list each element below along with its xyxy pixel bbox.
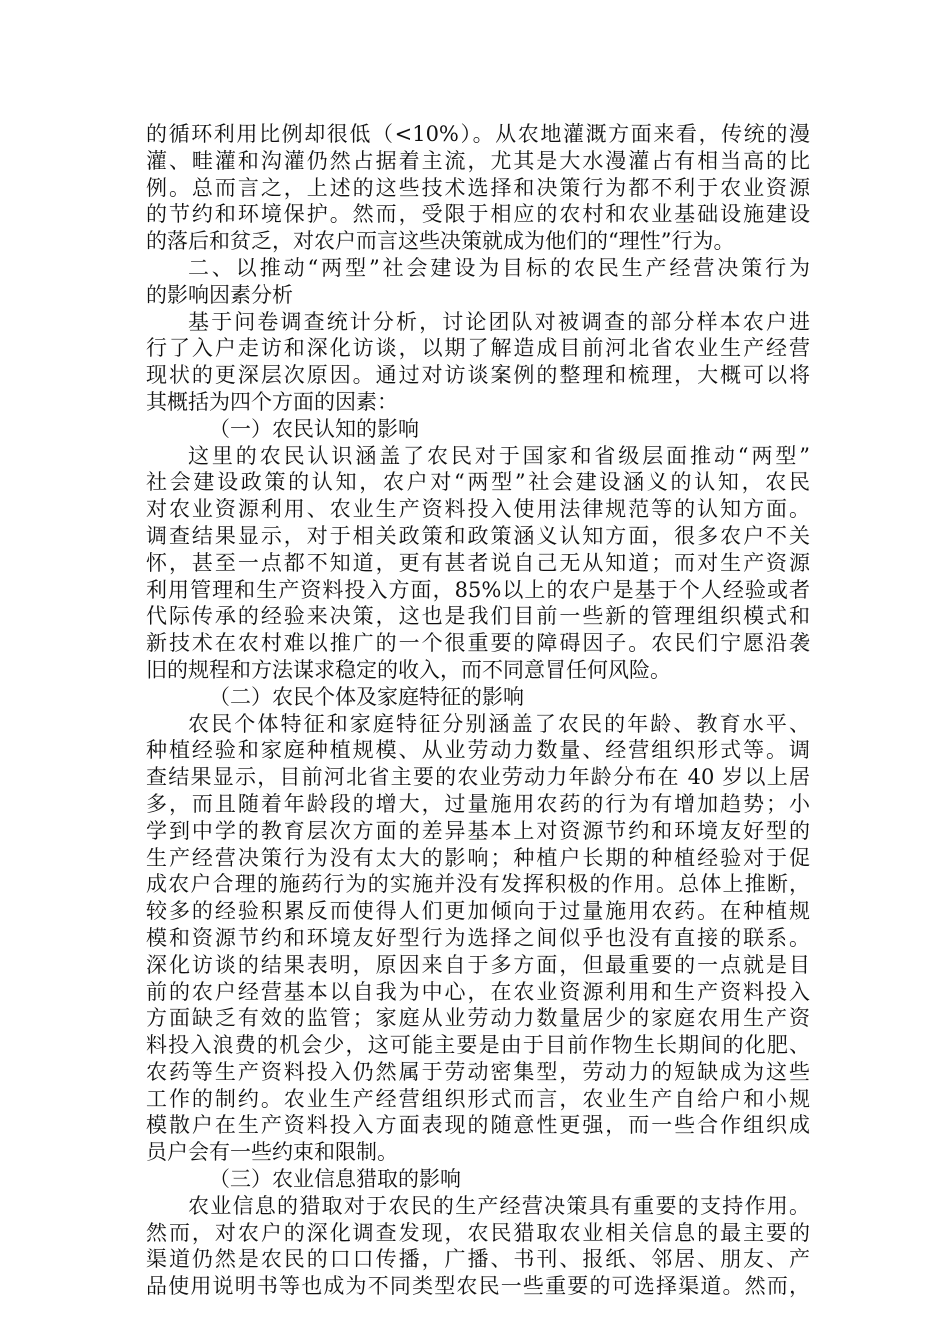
text-line: 深化访谈的结果表明，原因来自于多方面，但最重要的一点就是目 — [146, 952, 810, 977]
text-line: 怀，甚至一点都不知道，更有甚者说自己无从知道；而对生产资源 — [146, 550, 810, 575]
text-line: 二、以推动“两型”社会建设为目标的农民生产经营决策行为 — [188, 255, 810, 280]
text-line: 成农户合理的施药行为的实施并没有发挥积极的作用。总体上推断， — [146, 872, 810, 897]
text-line: 调查结果显示，对于相关政策和政策涵义认知方面，很多农户不关 — [146, 523, 810, 548]
text-line: 查结果显示，目前河北省主要的农业劳动力年龄分布在 40 岁以上居 — [146, 765, 810, 790]
text-line: 农业信息的猎取对于农民的生产经营决策具有重要的支持作用。 — [188, 1193, 810, 1218]
text-line: 员户会有一些约束和限制。 — [146, 1140, 398, 1165]
text-line: 料投入浪费的机会少，这可能主要是由于目前作物生长期间的化肥、 — [146, 1033, 810, 1058]
text-line: 然而，对农户的深化调查发现，农民猎取农业相关信息的最主要的 — [146, 1220, 810, 1245]
text-line: 生产经营决策行为没有太大的影响；种植户长期的种植经验对于促 — [146, 845, 810, 870]
text-line: 社会建设政策的认知，农户对“两型”社会建设涵义的认知，农民 — [146, 470, 810, 495]
text-line: 旧的规程和方法谋求稳定的收入，而不同意冒任何风险。 — [146, 657, 671, 682]
text-line: 农民个体特征和家庭特征分别涵盖了农民的年龄、教育水平、 — [188, 711, 810, 736]
text-line: 的落后和贫乏，对农户而言这些决策就成为他们的“理性”行为。 — [146, 229, 735, 254]
text-line: 基于问卷调查统计分析，讨论团队对被调查的部分样本农户进 — [188, 309, 810, 334]
text-line: 较多的经验积累反而使得人们更加倾向于过量施用农药。在种植规 — [146, 899, 810, 924]
text-line: 农药等生产资料投入仍然属于劳动密集型，劳动力的短缺成为这些 — [146, 1059, 810, 1084]
text-line: 灌、畦灌和沟灌仍然占据着主流，尤其是大水漫灌占有相当高的比 — [146, 148, 810, 173]
text-line: 方面缺乏有效的监管；家庭从业劳动力数量居少的家庭农用生产资 — [146, 1006, 810, 1031]
text-line: 工作的制约。农业生产经营组织形式而言，农业生产自给户和小规 — [146, 1086, 810, 1111]
text-line: 这里的农民认识涵盖了农民对于国家和省级层面推动“两型” — [188, 443, 810, 468]
text-line: 利用管理和生产资料投入方面，85%以上的农户是基于个人经验或者 — [146, 577, 810, 602]
text-line: 学到中学的教育层次方面的差异基本上对资源节约和环境友好型的 — [146, 818, 810, 843]
text-line: 的循环利用比例却很低（<10%）。从农地灌溉方面来看，传统的漫 — [146, 122, 810, 146]
section-heading: （一）农民认知的影响 — [209, 416, 419, 441]
text-line: 种植经验和家庭种植规模、从业劳动力数量、经营组织形式等。调 — [146, 738, 810, 763]
text-line: 新技术在农村难以推广的一个很重要的障碍因子。农民们宁愿沿袭 — [146, 631, 810, 656]
text-line: 多，而且随着年龄段的增大，过量施用农药的行为有增加趋势；小 — [146, 791, 810, 816]
text-line: 例。总而言之，上述的这些技术选择和决策行为都不利于农业资源 — [146, 175, 810, 200]
text-line: 现状的更深层次原因。通过对访谈案例的整理和梳理，大概可以将 — [146, 363, 810, 388]
text-line: 渠道仍然是农民的口口传播，广播、书刊、报纸、邻居、朋友、产 — [146, 1247, 810, 1272]
text-line: 前的农户经营基本以自我为中心，在农业资源利用和生产资料投入 — [146, 979, 810, 1004]
text-line: 其概括为四个方面的因素： — [146, 389, 398, 414]
text-line: 代际传承的经验来决策，这也是我们目前一些新的管理组织模式和 — [146, 604, 810, 629]
text-line: 的节约和环境保护。然而，受限于相应的农村和农业基础设施建设 — [146, 202, 810, 227]
text-line: 模和资源节约和环境友好型行为选择之间似乎也没有直接的联系。 — [146, 925, 810, 950]
document-page — [146, 121, 810, 1300]
text-line: 的影响因素分析 — [146, 282, 293, 307]
text-line: 品使用说明书等也成为不同类型农民一些重要的可选择渠道。然而， — [146, 1274, 810, 1299]
text-line: 模散户在生产资料投入方面表现的随意性更强，而一些合作组织成 — [146, 1113, 810, 1138]
text-line: 行了入户走访和深化访谈，以期了解造成目前河北省农业生产经营 — [146, 336, 810, 361]
section-heading: （三）农业信息猎取的影响 — [209, 1167, 461, 1192]
text-line: 对农业资源利用、农业生产资料投入使用法律规范等的认知方面。 — [146, 497, 810, 522]
section-heading: （二）农民个体及家庭特征的影响 — [209, 684, 524, 709]
